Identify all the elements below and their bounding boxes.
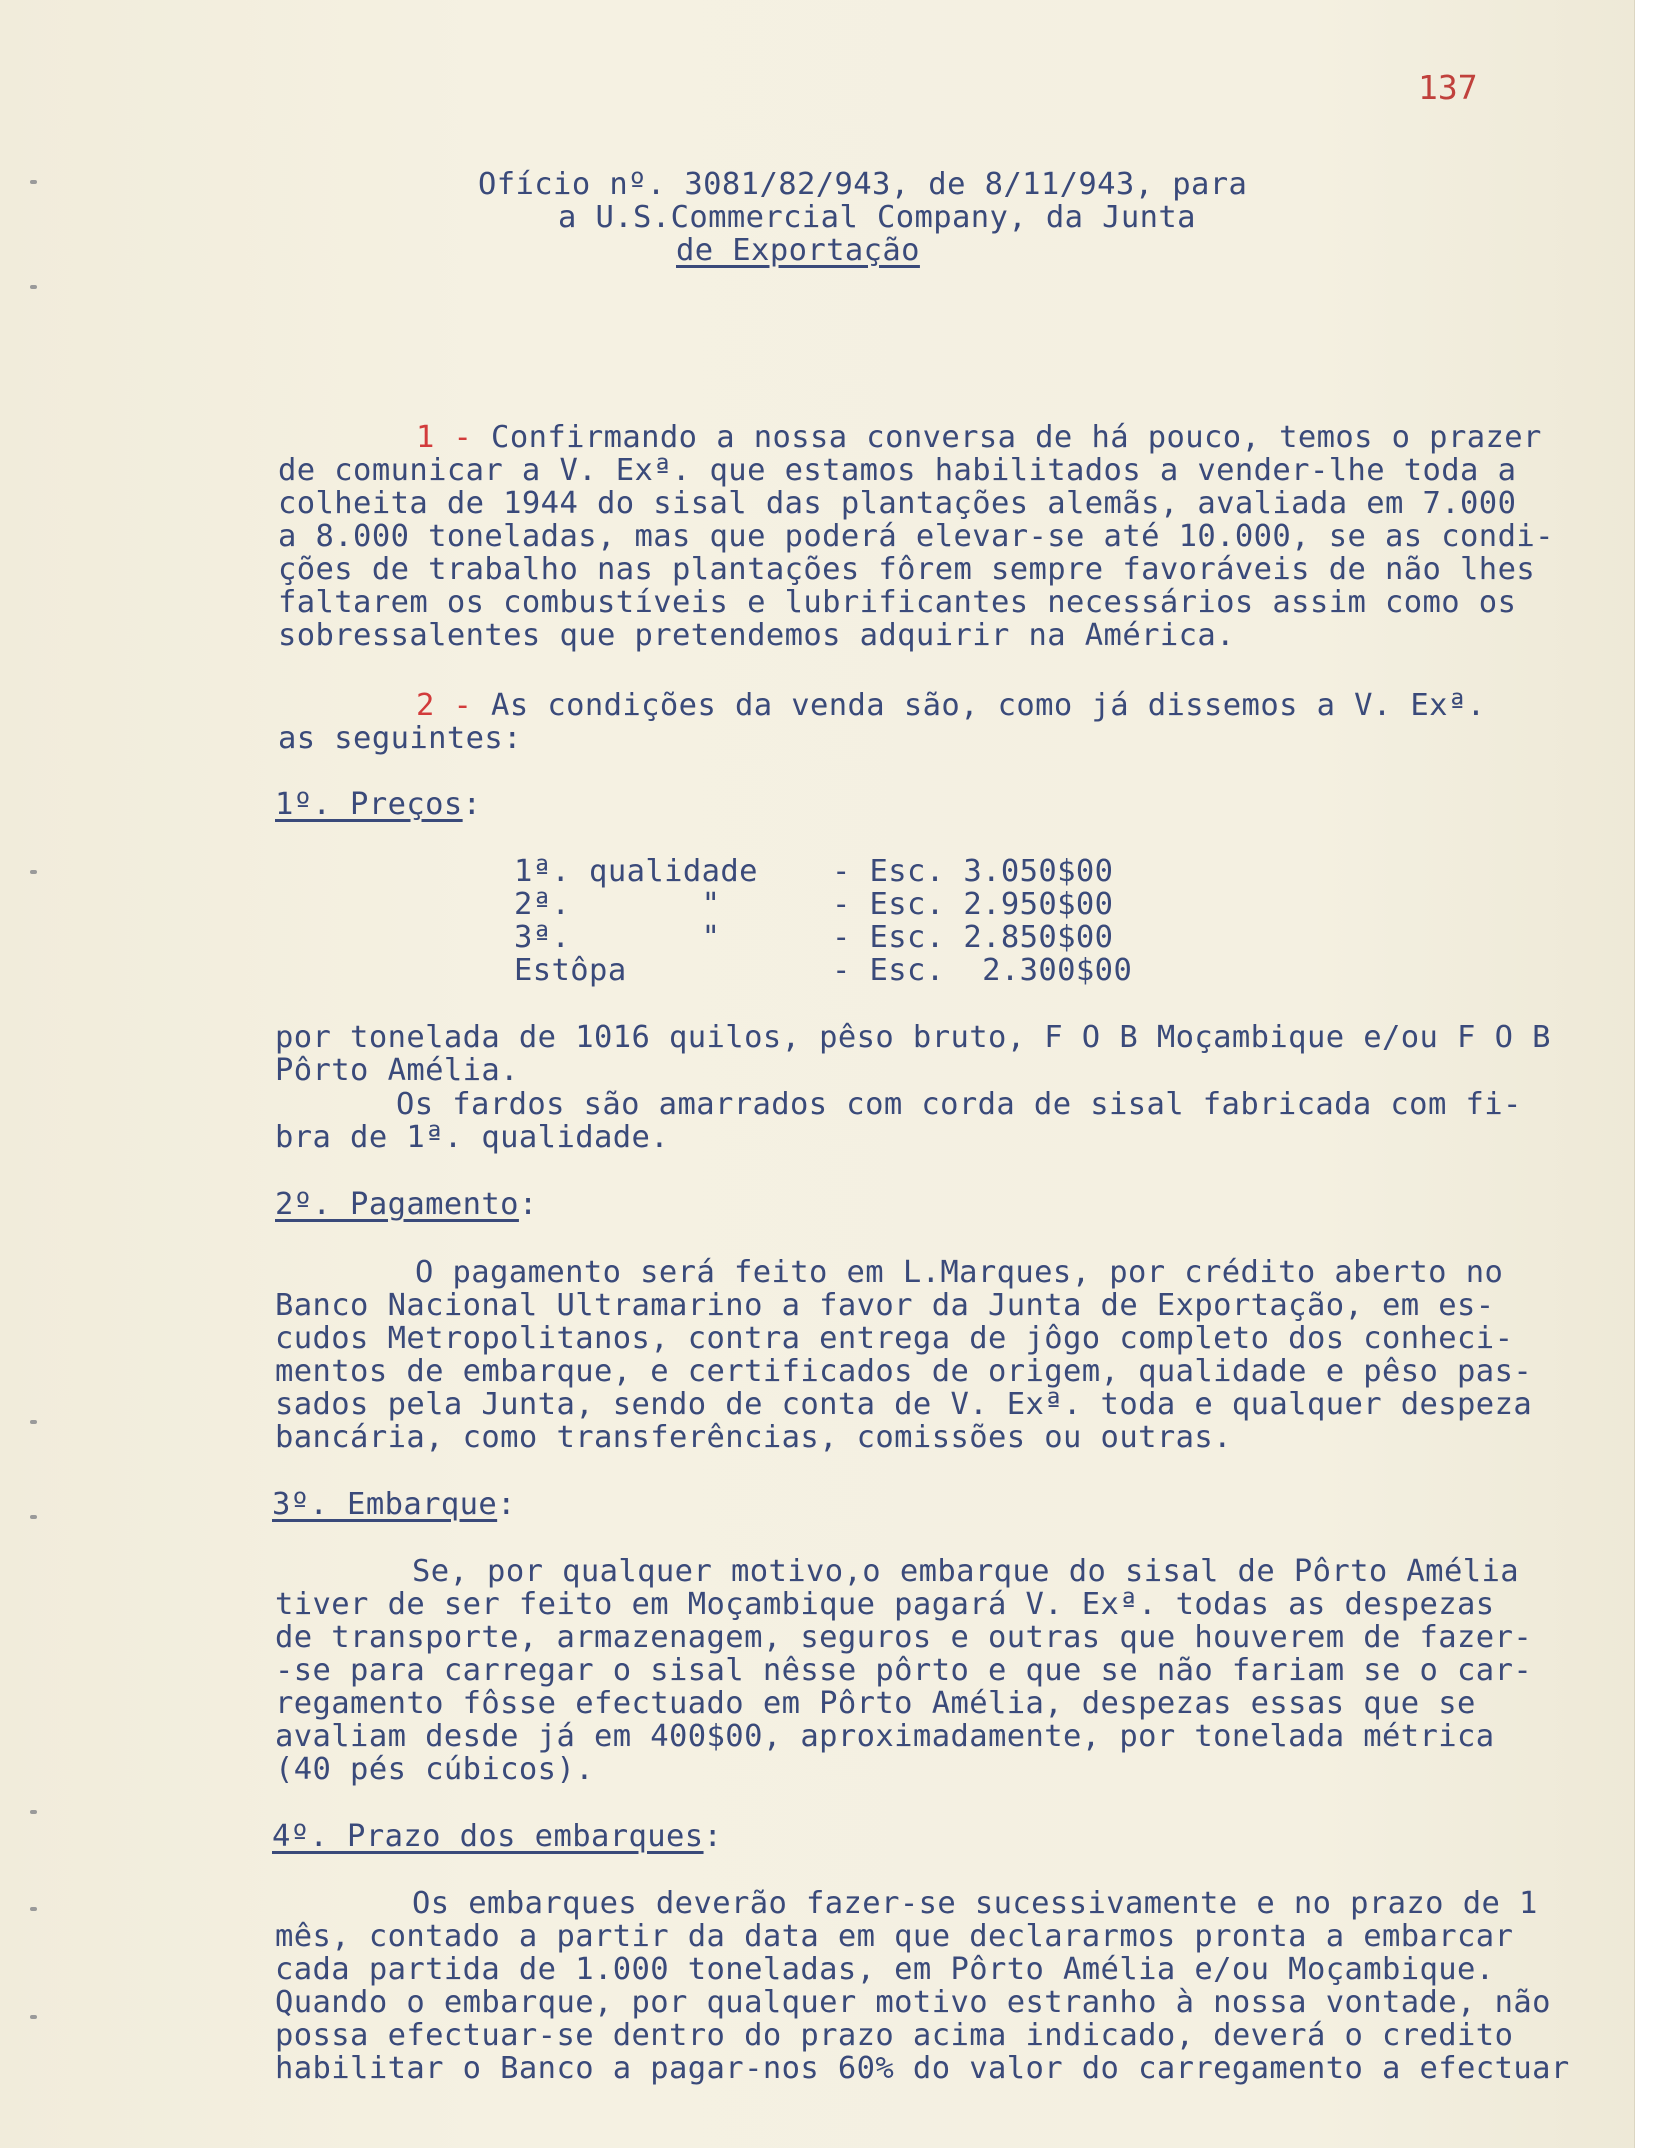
section-3-line-3: de transporte, armazenagem, seguros e outras que houverem de fazer-	[275, 1620, 1533, 1655]
section-2-line-4: mentos de embarque, e certificados de origem, qualidade e pêso pas-	[275, 1354, 1533, 1389]
section-4-line-1: Os embarques deverão fazer-se sucessivamente e no prazo de 1	[412, 1886, 1538, 1921]
section-3-line-6: avaliam desde já em 400$00, aproximadamente, por tonelada métrica	[275, 1719, 1495, 1754]
section-1-line-2: Pôrto Amélia.	[275, 1053, 519, 1088]
section-1-line-1: por tonelada de 1016 quilos, pêso bruto, F O B Moçambique e/ou F O B	[275, 1020, 1551, 1055]
paragraph-number: 1 -	[416, 420, 473, 455]
paragraph-1-line-7: sobressalentes que pretendemos adquirir na América.	[278, 618, 1235, 653]
binding-hole	[30, 1515, 37, 1519]
section-2-line-3: cudos Metropolitanos, contra entrega de jôgo completo dos conheci-	[275, 1321, 1514, 1356]
section-1-heading: 1º. Preços:	[275, 787, 482, 822]
binding-hole	[30, 1810, 37, 1814]
paragraph-2-line-1: 2 - As condições da venda são, como já dissemos a V. Exª.	[416, 688, 1486, 723]
paragraph-1-line-2: de comunicar a V. Exª. que estamos habilitados a vender-lhe toda a	[278, 453, 1517, 488]
paragraph-1-line-5: ções de trabalho nas plantações fôrem sempre favoráveis de não lhes	[278, 552, 1536, 587]
page-number: 137	[1418, 68, 1478, 107]
section-4-line-2: mês, contado a partir da data em que declararmos pronta a embarcar	[275, 1919, 1514, 1954]
section-3-heading: 3º. Embarque:	[272, 1487, 516, 1522]
section-3-line-7: (40 pés cúbicos).	[275, 1752, 594, 1787]
section-2-line-5: sados pela Junta, sendo de conta de V. Exª. toda e qualquer despeza	[275, 1387, 1533, 1422]
price-label-3: 3ª. "	[514, 920, 721, 955]
section-2-line-1: O pagamento será feito em L.Marques, por crédito aberto no	[415, 1255, 1504, 1290]
section-4-line-3: cada partida de 1.000 toneladas, em Pôrto Amélia e/ou Moçambique.	[275, 1952, 1495, 1987]
section-3-line-1: Se, por qualquer motivo,o embarque do sisal de Pôrto Amélia	[412, 1554, 1519, 1589]
binding-hole	[30, 285, 37, 289]
paragraph-1-line-3: colheita de 1944 do sisal das plantações alemãs, avaliada em 7.000	[278, 486, 1517, 521]
paragraph-number: 2 -	[416, 688, 473, 723]
price-label-4: Estôpa	[514, 953, 627, 988]
section-3-line-2: tiver de ser feito em Moçambique pagará V. Exª. todas as despezas	[275, 1587, 1495, 1622]
section-3-line-5: regamento fôsse efectuado em Pôrto Amélia, despezas essas que se	[275, 1686, 1476, 1721]
price-value-3: - Esc. 2.850$00	[832, 920, 1114, 955]
title-line-3: de Exportação	[676, 233, 920, 268]
section-3-line-4: -se para carregar o sisal nêsse pôrto e que se não fariam se o car-	[275, 1653, 1533, 1688]
binding-hole	[30, 2015, 37, 2019]
paragraph-1-line-6: faltarem os combustíveis e lubrificantes necessários assim como os	[278, 585, 1517, 620]
binding-hole	[30, 1907, 37, 1911]
paragraph-2-line-2: as seguintes:	[278, 721, 522, 756]
price-value-1: - Esc. 3.050$00	[832, 854, 1114, 889]
title-line-2: a U.S.Commercial Company, da Junta	[558, 200, 1196, 235]
section-2-line-6: bancária, como transferências, comissões ou outras.	[275, 1420, 1232, 1455]
binding-hole	[30, 180, 37, 184]
section-4-line-4: Quando o embarque, por qualquer motivo estranho à nossa vontade, não	[275, 1985, 1551, 2020]
title-line-1: Ofício nº. 3081/82/943, de 8/11/943, para	[478, 167, 1248, 202]
section-4-line-6: habilitar o Banco a pagar-nos 60% do valor do carregamento a efectuar	[275, 2051, 1570, 2086]
section-4-heading: 4º. Prazo dos embarques:	[272, 1819, 723, 1854]
section-4-line-5: possa efectuar-se dentro do prazo acima indicado, deverá o credito	[275, 2018, 1514, 2053]
binding-hole	[30, 870, 37, 874]
section-1-line-3: Os fardos são amarrados com corda de sisal fabricada com fi-	[396, 1087, 1522, 1122]
section-2-line-2: Banco Nacional Ultramarino a favor da Junta de Exportação, em es-	[275, 1288, 1495, 1323]
paragraph-1-line-1: 1 - Confirmando a nossa conversa de há pouco, temos o prazer	[416, 420, 1542, 455]
paragraph-1-line-4: a 8.000 toneladas, mas que poderá elevar-se até 10.000, se as condi-	[278, 519, 1554, 554]
price-value-2: - Esc. 2.950$00	[832, 887, 1114, 922]
page-edge	[1634, 0, 1653, 2148]
price-label-2: 2ª. "	[514, 887, 721, 922]
section-1-line-4: bra de 1ª. qualidade.	[275, 1120, 670, 1155]
price-value-4: - Esc. 2.300$00	[832, 953, 1133, 988]
price-label-1: 1ª. qualidade	[514, 854, 758, 889]
section-2-heading: 2º. Pagamento:	[275, 1187, 538, 1222]
binding-hole	[30, 1420, 37, 1424]
